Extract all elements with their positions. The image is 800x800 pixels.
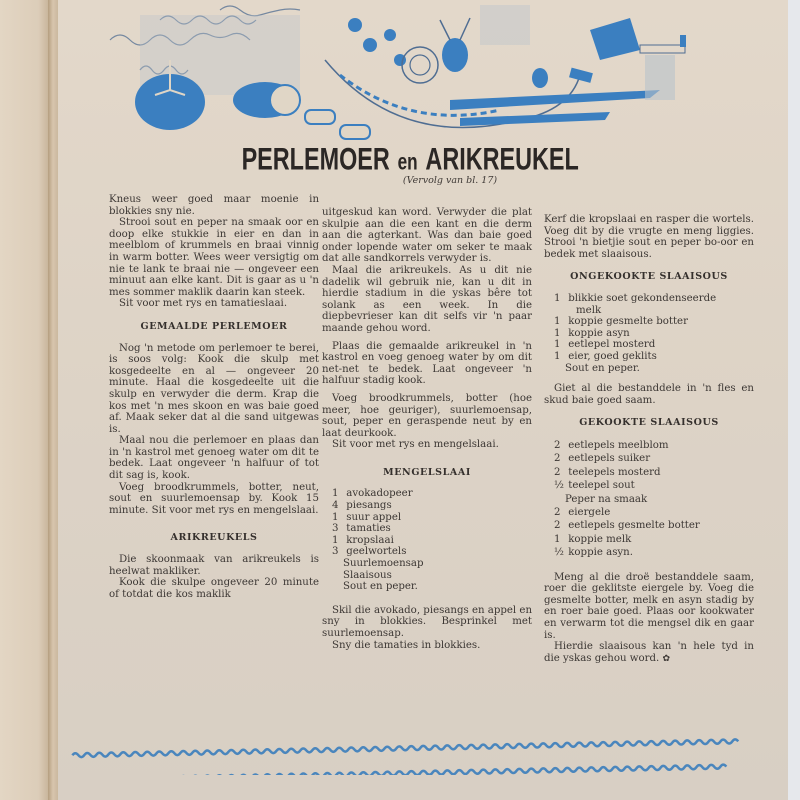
ingredient: 2 teelepels mosterd — [554, 466, 661, 478]
column-3 — [544, 214, 754, 665]
paragraph: Nog 'n metode om perlemoer te berei, is soos volg: Kook die skulp met kosgedeelte en al — ongeveer 20 minute. Haal die kosgedeelte uit die skulp en verwyder die derm. Krap die kos met 'n mes skoon en was baie goed af. Maak seker dat al die sand uitgewas is. — [109, 342, 319, 435]
ingredient: 2 eiergele — [554, 506, 611, 518]
paragraph: Kerf die kropslaai en rasper die wortels. Voeg dit by die vrugte en meng liggies. Strooi 'n bietjie sout en peper bo-oor en bedek met slaaisous. — [544, 214, 754, 260]
ingredient-list-mengelslaai — [322, 488, 532, 592]
continuation-note: (Vervolg van bl. 17) — [402, 175, 498, 186]
paragraph: uitgeskud kan word. Verwyder die plat skulpie aan die een kant en die derm aan die agterkant. Was dan baie goed onder lopende water om seker te maak dat alle sandkorrels verwyder is. — [322, 207, 532, 265]
ingredient-continued: melk — [576, 304, 602, 316]
paragraph: Hierdie slaaisous kan 'n hele tyd in die yskas gehou word. ✿ — [544, 641, 754, 664]
section-heading-gekookte-slaaisous: GEKOOKTE SLAAISOUS — [579, 417, 719, 429]
ingredient: Suurlemoensap — [343, 558, 424, 570]
ingredient: ½ koppie asyn. — [554, 547, 633, 559]
paragraph: Voeg broodkrummels, botter, neut, sout en suurlemoensap by. Kook 15 minute. Sit voor met rys en mengelslaai. — [109, 481, 319, 516]
paragraph: Die skoonmaak van arikreukels is heelwat makliker. — [109, 554, 319, 577]
paragraph: Maal die arikreukels. As u dit nie dadelik wil gebruik nie, kan u dit in hierdie stadium in die yskas bêre tot solank as een week. In die diepbevrieser kan dit selfs vir 'n paar maande gehou word. — [322, 264, 532, 334]
column-2 — [322, 207, 532, 651]
background-edge — [788, 0, 800, 800]
ingredient: 1 koppie melk — [554, 533, 632, 545]
section-heading-gemaalde-perlemoer: GEMAALDE PERLEMOER — [140, 320, 288, 332]
paragraph: Sny die tamaties in blokkies. — [332, 639, 481, 651]
paragraph: Kook die skulpe ongeveer 20 minute of totdat die kos maklik — [109, 577, 319, 600]
wavy-footer-rule — [70, 715, 770, 775]
ingredient: 1 eetlepel mosterd — [554, 339, 656, 351]
ingredient: 1 blikkie soet gekondenseerde — [554, 292, 717, 304]
paragraph: Kneus weer goed maar moenie in blokkies sny nie. — [109, 194, 319, 217]
page-gutter — [48, 0, 58, 800]
paragraph: Maal nou die perlemoer en plaas dan in 'n kastrol met genoeg water om dit te bedek. Laat ongeveer 'n halfuur of tot dit sag is, kook. — [109, 435, 319, 482]
ingredient: Sout en peper. — [343, 581, 418, 593]
ingredient: 1 koppie gesmelte botter — [554, 316, 688, 328]
ingredient: Peper na smaak — [565, 493, 648, 505]
paragraph: Giet al die bestanddele in 'n fles en skud baie goed saam. — [544, 383, 754, 406]
article-title — [241, 142, 578, 178]
ingredient: 2 eetlepels gesmelte botter — [554, 520, 700, 532]
section-heading-mengelslaai: MENGELSLAAI — [383, 466, 471, 478]
paragraph: Plaas die gemaalde arikreukel in 'n kastrol en voeg genoeg water by om dit net-net te bedek. Laat ongeveer 'n halfuur stadig kook. — [322, 340, 532, 387]
ingredient: Sout en peper. — [565, 362, 640, 374]
section-heading-arikreukels: ARIKREUKELS — [170, 532, 258, 544]
ingredient: 1 koppie asyn — [554, 327, 630, 339]
title-perlemoer: PERLEMOER — [241, 142, 390, 177]
paragraph: Skil die avokado, piesangs en appel en sny in blokkies. Besprinkel met suurlemoensap. — [322, 604, 533, 639]
paragraph: Sit voor met rys en mengelslaai. — [332, 439, 499, 451]
title-arikreukel: ARIKREUKEL — [425, 142, 579, 177]
ingredient: 1 avokadopeer — [332, 488, 413, 500]
column-1 — [109, 194, 319, 600]
ingredient: 2 eetlepels meelblom — [554, 439, 669, 451]
title-en: en — [397, 148, 418, 175]
ingredient-list-ongekookte — [544, 293, 754, 374]
ingredient: 2 eetlepels suiker — [554, 453, 651, 465]
ingredient: 1 eier, goed geklits — [554, 350, 657, 362]
ingredient: 3 geelwortels — [332, 546, 407, 558]
article-header — [100, 143, 720, 186]
ingredient: 1 suur appel — [332, 511, 402, 523]
section-heading-ongekookte-slaaisous: ONGEKOOKTE SLAAISOUS — [570, 271, 728, 283]
facing-page-edge — [0, 0, 48, 800]
paragraph: Sit voor met rys en tamatieslaai. — [119, 298, 288, 310]
ingredient: 4 piesangs — [332, 500, 392, 512]
paragraph: Strooi sout en peper na smaak oor en doop elke stukkie in eier en dan in meelblom of krummels en braai vinnig in warm botter. Wees weer versigtig om nie te lank te braai nie — ongeveer een minuut aan elke kant. Dit is gaar as u 'n mes sommer maklik daarin kan steek. — [109, 217, 319, 298]
ingredient: 3 tamaties — [332, 523, 391, 535]
ingredient: Slaaisous — [343, 569, 392, 581]
ingredient: 1 kropslaai — [332, 534, 394, 546]
ingredient-list-gekookte — [544, 439, 754, 560]
paragraph: Meng al die droë bestanddele saam, roer die geklitste eiergele by. Voeg die gesmelte botter, melk en asyn stadig by en roer baie goed. Plaas oor kookwater en verwarm tot die mengsel dik en gaar is. — [544, 571, 754, 641]
ingredient: ½ teelepel sout — [554, 480, 635, 492]
paragraph: Voeg broodkrummels, botter (hoe meer, hoe geuriger), suurlemoensap, sout, peper en geraspende neut by en laat deurkook. — [322, 392, 532, 439]
salad-bowl-illustration — [100, 0, 720, 145]
end-mark-icon: ✿ — [662, 653, 671, 664]
